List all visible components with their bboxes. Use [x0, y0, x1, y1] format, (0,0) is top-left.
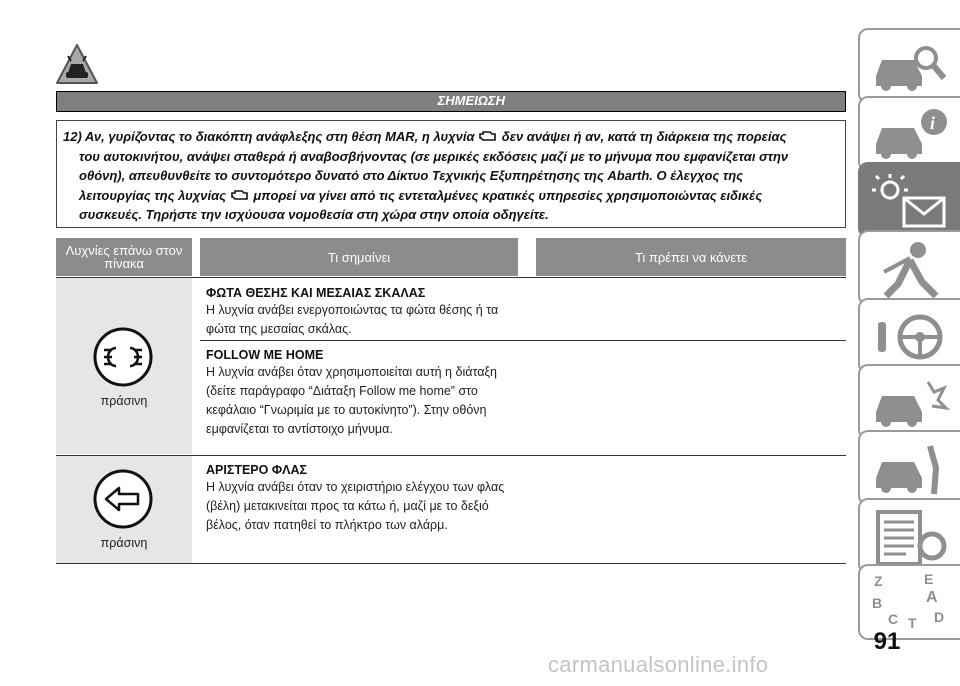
index-letter: D	[934, 609, 945, 625]
engine-check-icon	[478, 129, 498, 143]
tab-driving-controls[interactable]	[858, 298, 960, 374]
airbag-person-icon	[870, 238, 950, 300]
entry-text: Η λυχνία ανάβει ενεργοποιώντας τα φώτα θέσης ή τα φώτα της μεσαίας σκάλας.	[206, 303, 499, 336]
note-text: 12) Αν, γυρίζοντας το διακόπτη ανάφλεξης στη θέση MAR, η λυχνία δεν ανάψει ή αν, κατά τη διάρκεια της πορείας του αυτοκινήτου, ανάψει σταθερά ή αναβοσβήνοντας (σε μερικές εκδόσεις μαζί με το μήνυμα που εμφανίζεται στην οθόνη), απευθυνθείτε το συντομότερο δυνατό στο Δίκτυο Τεχνικής Εξυπηρέτησης της Abarth. Ο έλεγχος της λειτουργίας της λυχνίας μπορεί να γίνει από τις εντεταλμένες κρατικές υπηρεσίες χρησιμοποιώντας ειδικές συσκευές. Τηρήστε την ισχύουσα νομοθεσία στη χώρα στην οποία οδηγείτε.	[63, 129, 789, 222]
note-header: ΣΗΜΕΙΩΣΗ	[437, 93, 505, 108]
entry-title: FOLLOW ME HOME	[206, 348, 324, 362]
tab-car-search[interactable]	[858, 28, 960, 104]
index-letter: C	[888, 611, 899, 627]
position-lights-icon	[92, 326, 154, 388]
index-letter: A	[926, 589, 938, 606]
index-letter: B	[872, 595, 883, 611]
watermark: carmanualsonline.info	[548, 652, 769, 677]
svg-text:i: i	[930, 113, 936, 133]
tab-airbag-person[interactable]	[858, 230, 960, 306]
index-letter: T	[908, 615, 917, 631]
specifications-icon	[870, 506, 950, 568]
note-header-bar	[56, 91, 846, 112]
index-letter: Z	[874, 573, 883, 589]
note-box	[56, 120, 846, 228]
car-search-icon	[870, 36, 950, 98]
index-letters-icon	[870, 572, 950, 634]
table-rule	[200, 340, 846, 341]
page-number: 91	[873, 628, 901, 655]
lamp-color-label: πράσινη	[100, 536, 148, 550]
tab-car-crash[interactable]	[858, 364, 960, 440]
steering-wheel-icon	[870, 306, 950, 368]
engine-check-icon	[230, 188, 250, 202]
entry-title: ΑΡΙΣΤΕΡΟ ΦΛΑΣ	[206, 463, 307, 477]
entry-text: Η λυχνία ανάβει όταν χρησιμοποιείται αυτή η διάταξη (δείτε παράγραφο “Διάταξη Follow me home” στο κεφάλαιο “Γνωριμία με το αυτοκίνητο”). Στην οθόνη εμφανίζεται το αντίστοιχο μήνυμα.	[206, 365, 497, 436]
car-crash-icon	[870, 372, 950, 434]
table-rule	[56, 455, 846, 456]
car-wrench-icon	[870, 438, 950, 500]
entry-title: ΦΩΤΑ ΘΕΣΗΣ ΚΑΙ ΜΕΣΑΙΑΣ ΣΚΑΛΑΣ	[206, 286, 426, 300]
warning-light-envelope-icon	[870, 170, 950, 232]
tab-warning-lights[interactable]	[858, 162, 960, 238]
index-letter: E	[924, 572, 934, 587]
table-rule	[56, 277, 846, 278]
car-info-icon	[870, 104, 950, 166]
header-meaning: Τι σημαίνει	[200, 238, 518, 276]
entry-text: Η λυχνία ανάβει όταν το χειριστήριο ελέγχου των φλας (βέλη) μετακινείται προς τα κάτω ή, μαζί με το δεξιό βέλος, όταν πατηθεί το πλήκτρο των αλάρμ.	[206, 480, 505, 532]
table-rule	[56, 563, 846, 564]
warning-triangle-icon	[54, 42, 100, 88]
left-turn-signal-icon	[92, 468, 154, 530]
header-action: Τι πρέπει να κάνετε	[536, 238, 846, 276]
tab-car-maintenance[interactable]	[858, 430, 960, 506]
header-lamps: Λυχνίες επάνω στον πίνακα	[56, 238, 192, 276]
lamp-color-label: πράσινη	[100, 394, 148, 408]
tab-specifications[interactable]	[858, 498, 960, 574]
tab-car-info[interactable]	[858, 96, 960, 172]
